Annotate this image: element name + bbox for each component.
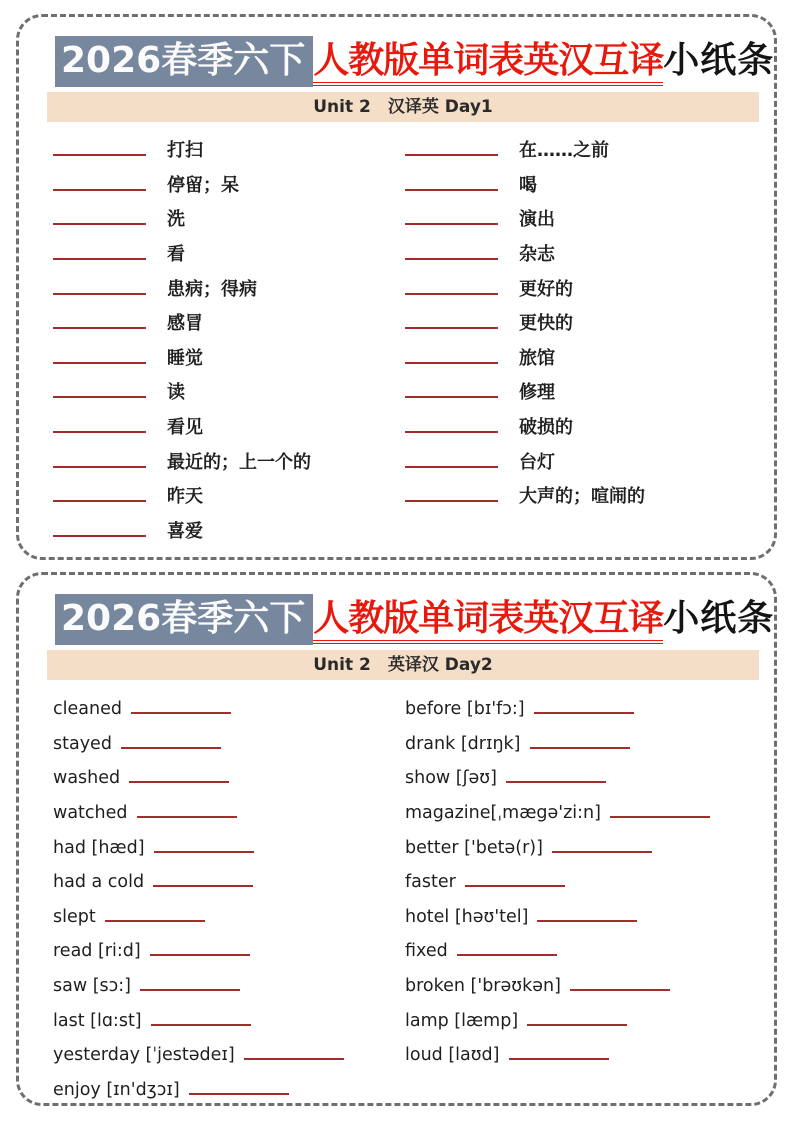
- word-label: 读: [167, 382, 185, 404]
- answer-blank: [121, 747, 221, 749]
- answer-blank: [129, 781, 229, 783]
- answer-blank: [530, 747, 630, 749]
- answer-blank: [53, 362, 146, 364]
- title-prefix-badge: 2026春季六下: [55, 594, 313, 645]
- vocab-row: [53, 865, 405, 900]
- vocab-row: [53, 900, 405, 935]
- answer-blank: [405, 500, 498, 502]
- vocab-row: [405, 1004, 774, 1039]
- vocab-row: [53, 1073, 405, 1106]
- vocab-row: [405, 969, 774, 1004]
- answer-blank: [506, 781, 606, 783]
- title-highlight: 人教版单词表英汉互译: [313, 598, 663, 644]
- vocab-row: [405, 273, 774, 308]
- word-label: read [ri:d]: [53, 941, 141, 962]
- word-label: 修理: [519, 382, 555, 404]
- vocab-row: [53, 169, 405, 204]
- answer-blank: [457, 954, 557, 956]
- vocab-row: [405, 446, 774, 481]
- word-label: stayed: [53, 733, 112, 754]
- vocab-row: [405, 761, 774, 796]
- vocab-column-left: [53, 692, 405, 1106]
- answer-blank: [154, 851, 254, 853]
- word-label: 打扫: [167, 140, 203, 162]
- word-label: had [hæd]: [53, 837, 145, 858]
- answer-blank: [151, 1024, 251, 1026]
- answer-blank: [53, 431, 146, 433]
- answer-blank: [405, 466, 498, 468]
- vocab-row: [405, 238, 774, 273]
- answer-blank: [53, 293, 146, 295]
- answer-blank: [131, 712, 231, 714]
- vocab-row: [53, 480, 405, 515]
- vocab-columns: [19, 134, 774, 549]
- word-label: 昨天: [167, 486, 203, 508]
- answer-blank: [53, 535, 146, 537]
- vocab-row: [53, 203, 405, 238]
- answer-blank: [244, 1058, 344, 1060]
- answer-blank: [53, 223, 146, 225]
- unit-header: Unit 2 汉译英 Day1: [47, 92, 759, 122]
- vocab-row: [53, 934, 405, 969]
- word-label: fixed: [405, 941, 448, 962]
- vocab-row: [53, 761, 405, 796]
- answer-blank: [53, 466, 146, 468]
- vocab-columns: [19, 692, 774, 1106]
- word-label: 在……之前: [519, 140, 609, 162]
- answer-blank: [53, 396, 146, 398]
- vocab-row: [53, 796, 405, 831]
- word-label: watched: [53, 802, 128, 823]
- vocab-row: [53, 969, 405, 1004]
- answer-blank: [105, 920, 205, 922]
- word-label: yesterday [ˈjestədeɪ]: [53, 1045, 235, 1066]
- answer-blank: [405, 431, 498, 433]
- vocab-column-left: [53, 134, 405, 549]
- vocab-row: [405, 203, 774, 238]
- word-label: 感冒: [167, 313, 203, 335]
- vocab-row: [53, 411, 405, 446]
- vocab-row: [53, 134, 405, 169]
- vocab-row: [405, 934, 774, 969]
- vocab-row: [405, 342, 774, 377]
- word-label: drank [drɪŋk]: [405, 733, 521, 754]
- word-label: 看: [167, 243, 185, 265]
- word-label: 更快的: [519, 313, 573, 335]
- worksheet-card-day1: [16, 14, 777, 560]
- word-label: slept: [53, 906, 96, 927]
- answer-blank: [405, 189, 498, 191]
- answer-blank: [53, 154, 146, 156]
- word-label: hotel [həʊ'tel]: [405, 906, 529, 927]
- vocab-row: [53, 727, 405, 762]
- answer-blank: [150, 954, 250, 956]
- word-label: faster: [405, 872, 456, 893]
- vocab-row: [53, 1038, 405, 1073]
- vocab-row: [405, 376, 774, 411]
- word-label: 停留；呆: [167, 174, 239, 196]
- word-label: last [lɑ:st]: [53, 1010, 142, 1031]
- word-label: broken ['brəʊkən]: [405, 975, 561, 996]
- vocab-row: [405, 796, 774, 831]
- vocab-row: [53, 446, 405, 481]
- vocab-row: [53, 238, 405, 273]
- word-label: loud [laʊd]: [405, 1045, 500, 1066]
- title-prefix-badge: 2026春季六下: [55, 36, 313, 87]
- word-label: 看见: [167, 416, 203, 438]
- word-label: washed: [53, 768, 121, 789]
- vocab-row: [53, 342, 405, 377]
- vocab-column-right: [405, 692, 774, 1106]
- vocab-row: [53, 831, 405, 866]
- word-label: 睡觉: [167, 347, 203, 369]
- word-label: 洗: [167, 209, 185, 231]
- answer-blank: [405, 396, 498, 398]
- word-label: better ['betə(r)]: [405, 837, 543, 858]
- title-suffix: 小纸条: [663, 598, 775, 639]
- answer-blank: [137, 816, 237, 818]
- vocab-column-right: [405, 134, 774, 549]
- vocab-row: [405, 411, 774, 446]
- vocab-row: [405, 134, 774, 169]
- vocab-row: [405, 480, 774, 515]
- answer-blank: [405, 258, 498, 260]
- vocab-row: [405, 831, 774, 866]
- vocab-row: [405, 1038, 774, 1073]
- answer-blank: [610, 816, 710, 818]
- answer-blank: [527, 1024, 627, 1026]
- worksheet-card-day2: [16, 572, 777, 1106]
- word-label: 喜爱: [167, 520, 203, 542]
- page-title: [55, 39, 774, 82]
- vocab-row: [53, 692, 405, 727]
- answer-blank: [140, 989, 240, 991]
- word-label: 破损的: [519, 416, 573, 438]
- vocab-row: [405, 727, 774, 762]
- vocab-row: [405, 692, 774, 727]
- answer-blank: [53, 327, 146, 329]
- answer-blank: [552, 851, 652, 853]
- answer-blank: [537, 920, 637, 922]
- word-label: before [bɪ'fɔ:]: [405, 699, 525, 720]
- word-label: lamp [læmp]: [405, 1010, 519, 1031]
- vocab-row: [405, 865, 774, 900]
- answer-blank: [465, 885, 565, 887]
- answer-blank: [570, 989, 670, 991]
- answer-blank: [534, 712, 634, 714]
- word-label: 最近的；上一个的: [167, 451, 311, 473]
- word-label: cleaned: [53, 699, 122, 720]
- word-label: 演出: [519, 209, 555, 231]
- answer-blank: [53, 258, 146, 260]
- title-suffix: 小纸条: [663, 40, 775, 81]
- answer-blank: [405, 154, 498, 156]
- word-label: enjoy [ɪn'dʒɔɪ]: [53, 1079, 180, 1100]
- answer-blank: [405, 327, 498, 329]
- word-label: show [ʃəʊ]: [405, 768, 497, 789]
- word-label: 台灯: [519, 451, 555, 473]
- answer-blank: [405, 362, 498, 364]
- answer-blank: [405, 223, 498, 225]
- word-label: 杂志: [519, 243, 555, 265]
- title-highlight: 人教版单词表英汉互译: [313, 40, 663, 86]
- answer-blank: [153, 885, 253, 887]
- answer-blank: [189, 1093, 289, 1095]
- unit-header: Unit 2 英译汉 Day2: [47, 650, 759, 680]
- vocab-row: [53, 376, 405, 411]
- answer-blank: [509, 1058, 609, 1060]
- word-label: 患病；得病: [167, 278, 257, 300]
- vocab-row: [53, 515, 405, 550]
- vocab-row: [405, 307, 774, 342]
- word-label: 更好的: [519, 278, 573, 300]
- vocab-row: [53, 1004, 405, 1039]
- vocab-row: [53, 273, 405, 308]
- word-label: saw [sɔ:]: [53, 975, 131, 996]
- page-title: [55, 597, 774, 640]
- answer-blank: [53, 189, 146, 191]
- word-label: magazine[ˌmægə'zi:n]: [405, 802, 601, 823]
- answer-blank: [53, 500, 146, 502]
- word-label: 喝: [519, 174, 537, 196]
- vocab-row: [405, 169, 774, 204]
- answer-blank: [405, 293, 498, 295]
- word-label: 大声的；喧闹的: [519, 486, 645, 508]
- vocab-row: [405, 900, 774, 935]
- word-label: had a cold: [53, 872, 145, 893]
- word-label: 旅馆: [519, 347, 555, 369]
- vocab-row: [53, 307, 405, 342]
